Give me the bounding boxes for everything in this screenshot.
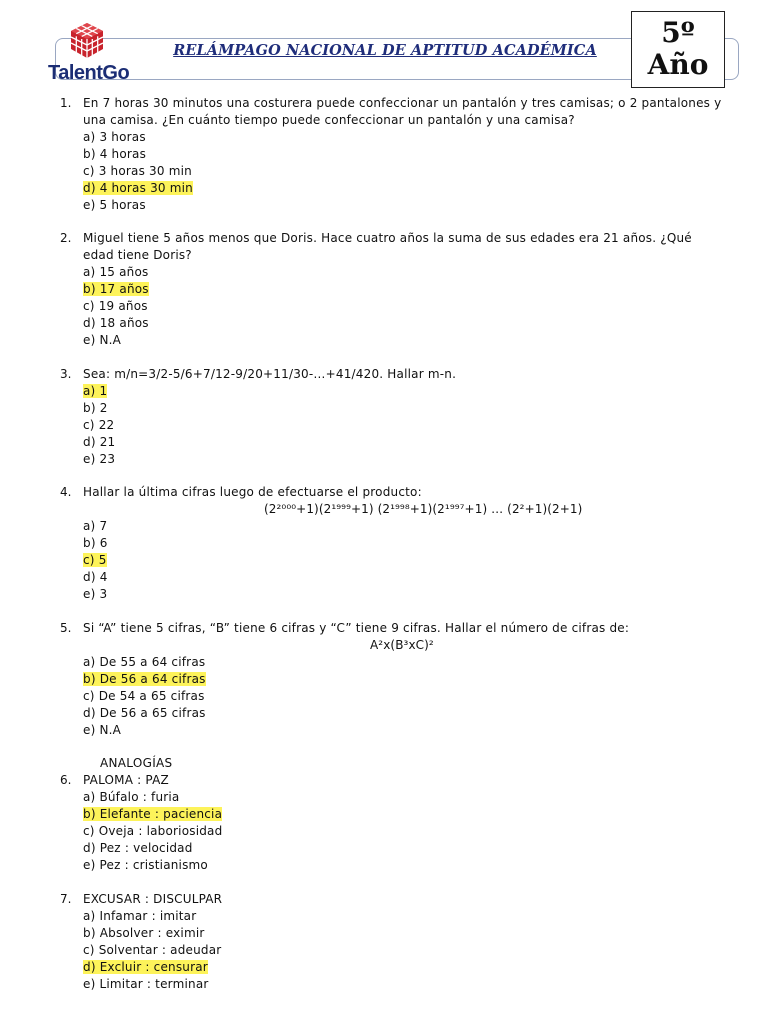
option-a[interactable]: a) 3 horas [83,130,146,144]
option-a[interactable]: a) 7 [83,519,108,533]
option-e[interactable]: e) Pez : cristianismo [83,858,208,872]
option-c[interactable]: c) De 54 a 65 cifras [83,689,205,703]
options-list [83,264,149,349]
question-text: En 7 horas 30 minutos una costurera puede confeccionar un pantalón y tres camisas; o 2 pantalones y una camisa. ¿En cuánto tiempo puede confeccionar un pantalón y una camisa? [83,96,722,127]
option-d[interactable]: d) Pez : velocidad [83,841,193,855]
option-e[interactable]: e) 5 horas [83,198,146,212]
option-b[interactable]: b) Absolver : eximir [83,926,205,940]
question-text: EXCUSAR : DISCULPAR [83,892,223,906]
question-number: 5. [60,621,72,635]
option-e[interactable]: e) N.A [83,723,122,737]
option-a[interactable]: a) De 55 a 64 cifras [83,655,206,669]
question-text: Hallar la última cifras luego de efectuarse el producto: [83,485,422,499]
option-e[interactable]: e) 3 [83,587,108,601]
question-number: 6. [60,773,72,787]
options-list [83,129,193,214]
option-b[interactable]: b) 2 [83,401,108,415]
question-text: Sea: m/n=3/2-5/6+7/12-9/20+11/30-…+41/420. Hallar m-n. [83,367,457,381]
question-number: 2. [60,231,72,245]
option-d-selected[interactable]: d) 4 horas 30 min [83,181,193,195]
option-c[interactable]: c) Oveja : laboriosidad [83,824,223,838]
option-c[interactable]: c) 19 años [83,299,148,313]
question-text: Miguel tiene 5 años menos que Doris. Hace cuatro años la suma de sus edades era 21 años. ¿Qué edad tiene Doris? [83,231,692,262]
option-c[interactable]: c) 22 [83,418,115,432]
option-c-selected[interactable]: c) 5 [83,553,107,567]
question-text: PALOMA : PAZ [83,773,169,787]
option-a[interactable]: a) 15 años [83,265,149,279]
grade-label: Año [647,48,709,81]
option-a[interactable]: a) Búfalo : furia [83,790,180,804]
options-list [83,383,115,468]
option-c[interactable]: c) 3 horas 30 min [83,164,192,178]
question-text: Si “A” tiene 5 cifras, “B” tiene 6 cifras y “C” tiene 9 cifras. Hallar el número de cifras de: [83,621,630,635]
section-heading: ANALOGÍAS [100,756,173,770]
question-number: 3. [60,367,72,381]
options-list [83,908,221,993]
question-number: 4. [60,485,72,499]
option-b[interactable]: b) 6 [83,536,108,550]
option-d[interactable]: d) 4 [83,570,108,584]
option-d[interactable]: d) 18 años [83,316,149,330]
page-title: RELÁMPAGO NACIONAL DE APTITUD ACADÉMICA [173,42,597,59]
options-list [83,518,108,603]
product-formula: (2²⁰⁰⁰+1)(2¹⁹⁹⁹+1) (2¹⁹⁹⁸+1)(2¹⁹⁹⁷+1) … (2²+1)(2+1) [264,502,583,516]
option-b-selected[interactable]: b) De 56 a 64 cifras [83,672,206,686]
option-b[interactable]: b) 4 horas [83,147,147,161]
options-list [83,654,206,739]
options-list [83,789,222,874]
option-d[interactable]: d) 21 [83,435,116,449]
question-number: 1. [60,96,72,110]
grade-number: 5º [661,16,695,49]
question-number: 7. [60,892,72,906]
option-e[interactable]: e) 23 [83,452,116,466]
option-e[interactable]: e) N.A [83,333,122,347]
option-a-selected[interactable]: a) 1 [83,384,108,398]
option-d-selected[interactable]: d) Excluir : censurar [83,960,208,974]
option-c[interactable]: c) Solventar : adeudar [83,943,222,957]
brand-name: TalentGo [48,62,130,84]
digits-formula: A²x(B³xC)² [370,638,434,652]
option-d[interactable]: d) De 56 a 65 cifras [83,706,206,720]
option-e[interactable]: e) Limitar : terminar [83,977,209,991]
option-a[interactable]: a) Infamar : imitar [83,909,197,923]
option-b-selected[interactable]: b) Elefante : paciencia [83,807,223,821]
option-b-selected[interactable]: b) 17 años [83,282,149,296]
